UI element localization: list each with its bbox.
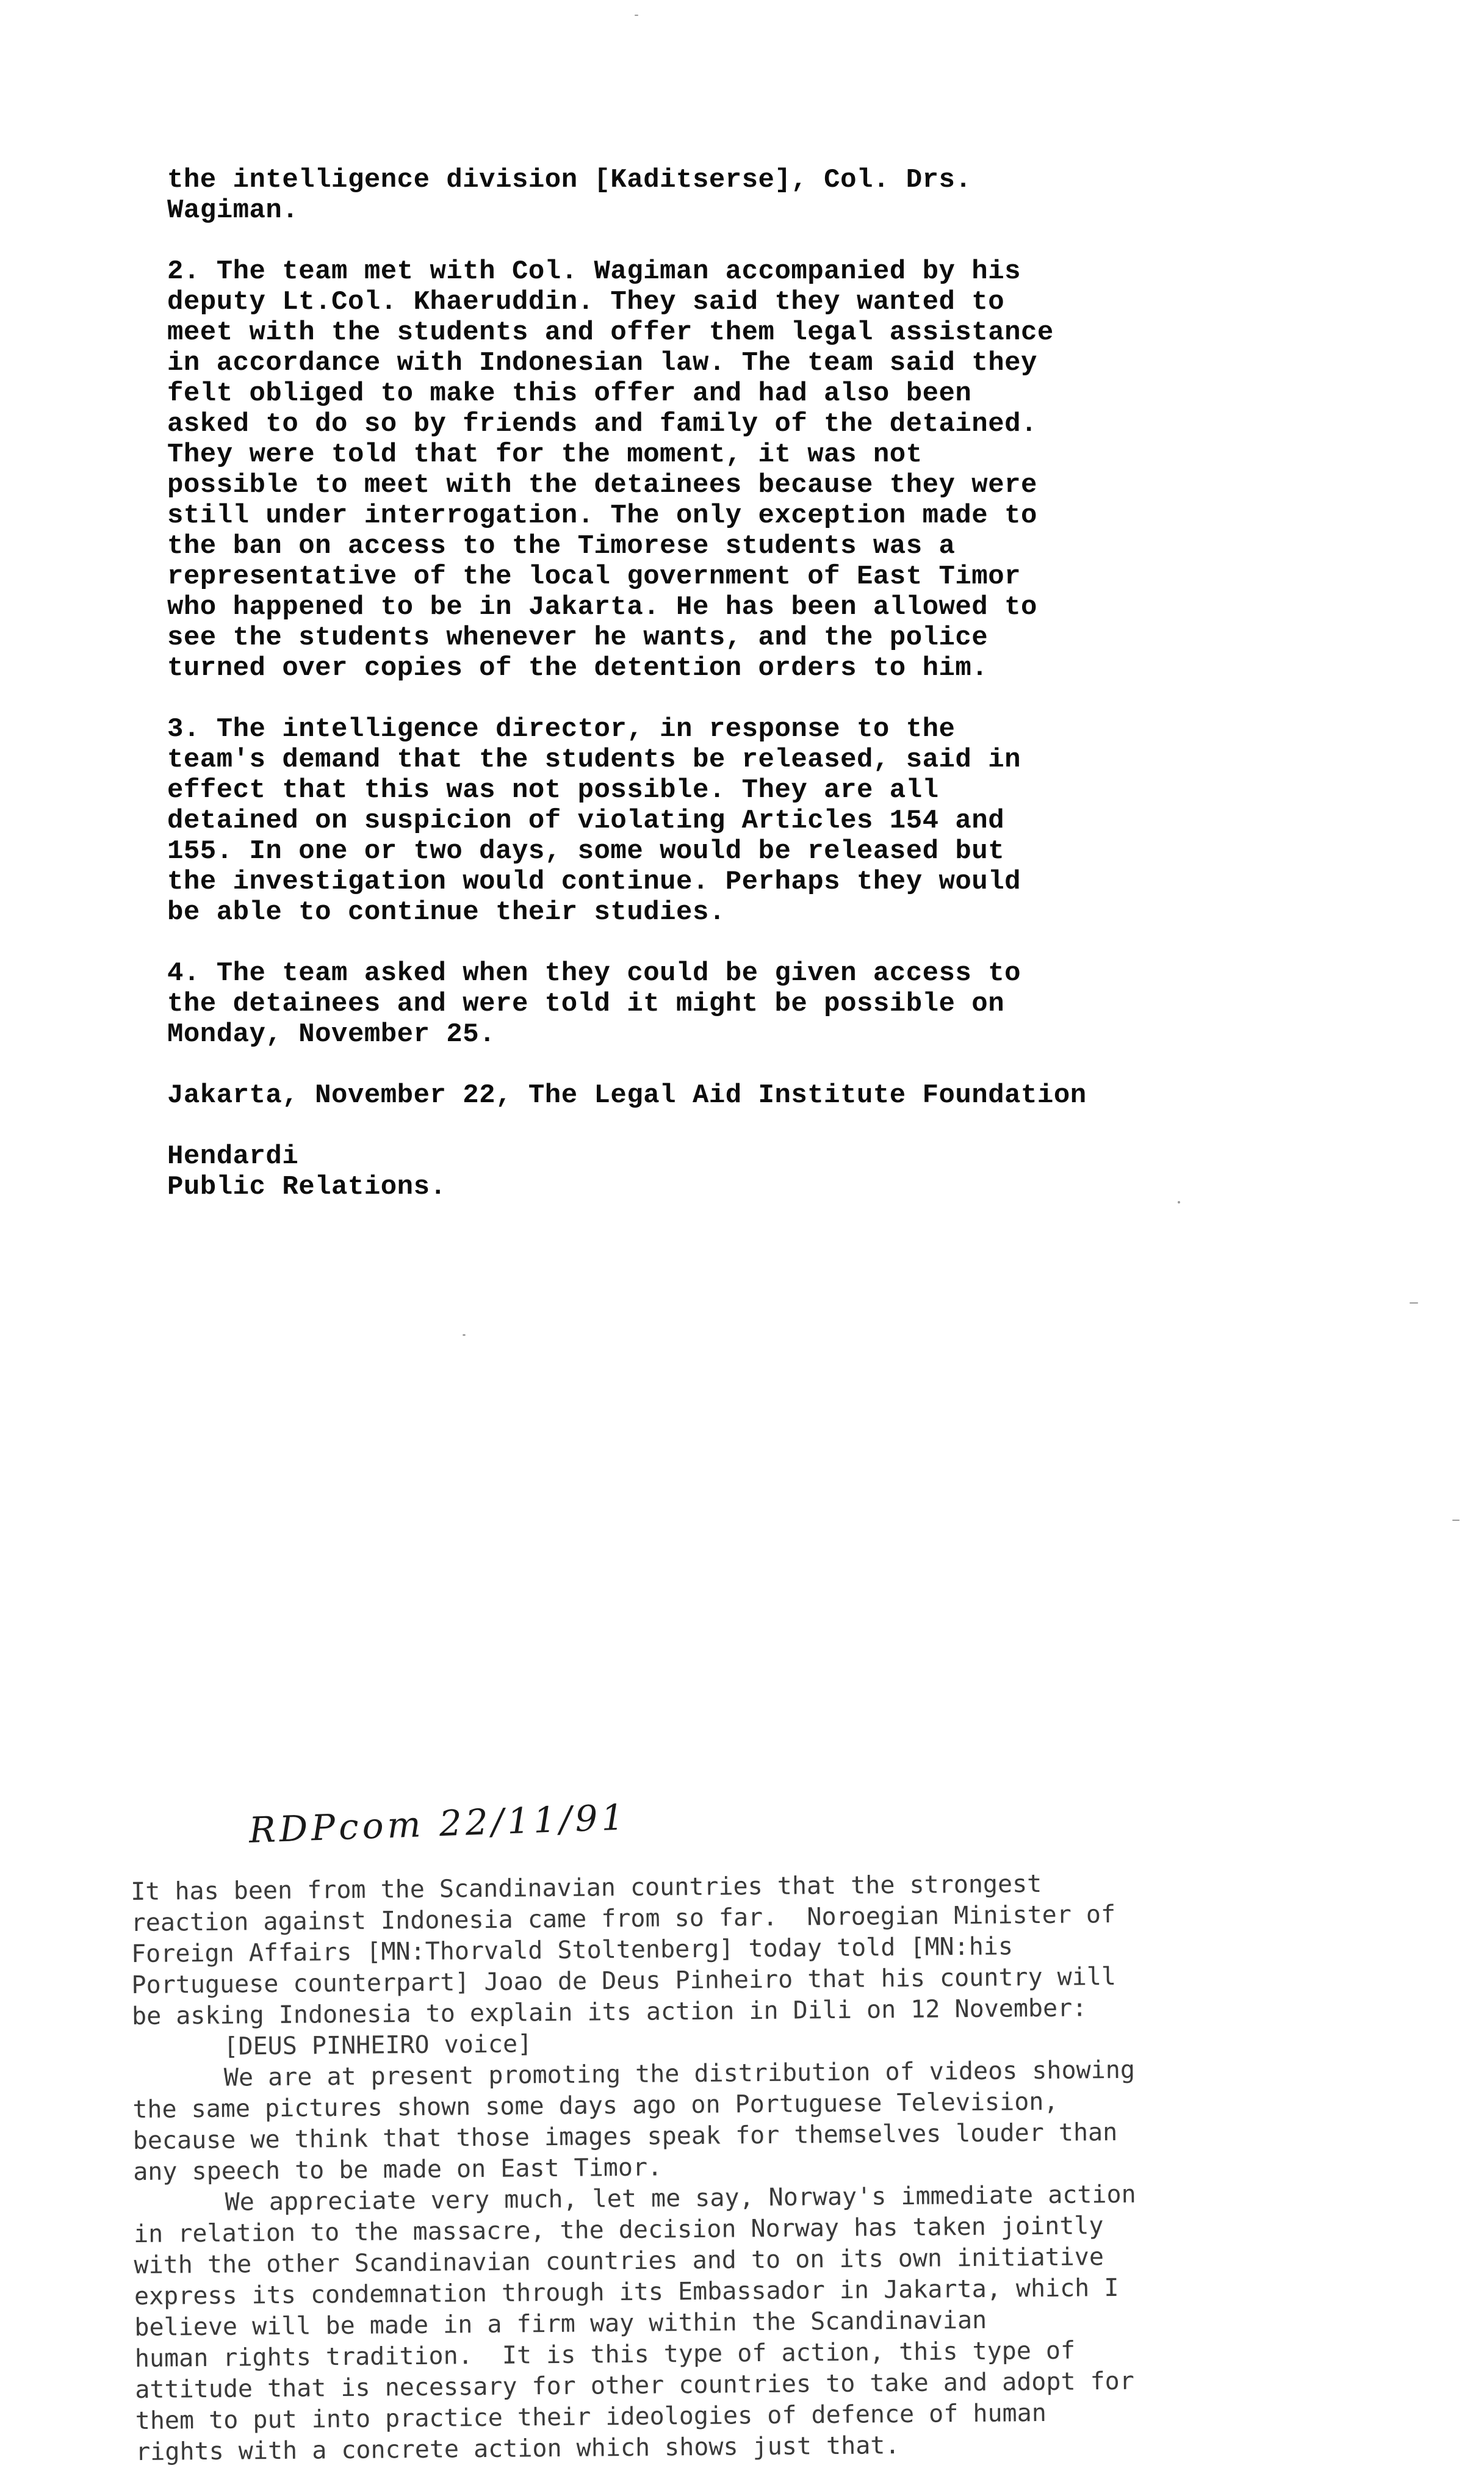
transcript-line: with the other Scandinavian countries and to on its own initiative [134,2243,1104,2279]
scan-speck [1410,1302,1418,1304]
transcript-line: attitude that is necessary for other countries to take and adopt for [135,2367,1135,2404]
transcript-line: Portuguese counterpart] Joao de Deus Pinheiro that his country will [131,1962,1117,1999]
paragraph-3: 3. The intelligence director, in response to the team's demand that the students be released, said in effect that this was not possible. They are all detained on suspicion of violating Articles 154 and 155. In one or two days, some would be released but the investigation would continue. Perhaps they would be able to continue their studies. [167,714,1021,928]
scan-speck [635,15,638,16]
transcript-line: It has been from the Scandinavian countries that the strongest [131,1869,1042,1906]
transcript-line: them to put into practice their ideologies of defence of human [135,2398,1047,2435]
scan-speck [463,1334,466,1336]
transcript-line: [DEUS PINHEIRO voice] [223,2030,533,2061]
transcript-line: because we think that those images speak for themselves louder than [132,2118,1118,2155]
transcript-line: rights with a concrete action which shows just that. [135,2431,900,2466]
transcript-line: express its condemnation through its Embassador in Jakarta, which I [134,2273,1119,2311]
handwritten-note: RDPcom 22/11/91 [248,1796,629,1851]
transcript-line: be asking Indonesia to explain its action in Dili on 12 November: [131,1994,1087,2030]
transcript-line: in relation to the massacre, the decision Norway has taken jointly [133,2212,1104,2248]
scan-speck [1178,1201,1180,1203]
intro-paragraph: the intelligence division [Kaditserse], Col. Drs. Wagiman. [167,165,972,226]
transcript-line: believe will be made in a firm way within the Scandinavian [134,2306,987,2342]
scan-speck [1452,1520,1460,1521]
transcript-line: human rights tradition. It is this type of action, this type of [134,2336,1076,2373]
transcript-line: We are at present promoting the distribution of videos showing [223,2055,1136,2092]
paragraph-2: 2. The team met with Col. Wagiman accompanied by his deputy Lt.Col. Khaeruddin. They said they wanted to meet with the students and offer them legal assistance in accordance with Indonesian law. The team said they felt obliged to make this offer and had also been asked to do so by friends and family of the detained. They were told that for the moment, it was not possible to meet with the detainees because they were still under interrogation. The only exception made to the ban on access to the Timorese students was a representative of the local government of East Timor who happened to be in Jakarta. He has been allowed to see the students whenever he wants, and the police turned over copies of the detention orders to him. [167,256,1054,684]
transcript-line: Foreign Affairs [MN:Thorvald Stoltenberg] today told [MN:his [131,1932,1014,1968]
transcript-section [131,1866,1417,2468]
transcript-line: the same pictures shown some days ago on Portuguese Television, [132,2087,1059,2124]
signature-block: Hendardi Public Relations. [167,1141,447,1202]
transcript-line: reaction against Indonesia came from so far. Noroegian Minister of [131,1900,1116,1937]
transcript-line: any speech to be made on East Timor. [133,2153,663,2186]
transcript-line: We appreciate very much, let me say, Norway's immediate action [225,2180,1136,2217]
paragraph-4: 4. The team asked when they could be given access to the detainees and were told it might be possible on Monday, November 25. [167,958,1021,1050]
legal-aid-letter [167,165,1327,1202]
dateline: Jakarta, November 22, The Legal Aid Institute Foundation [167,1080,1087,1111]
